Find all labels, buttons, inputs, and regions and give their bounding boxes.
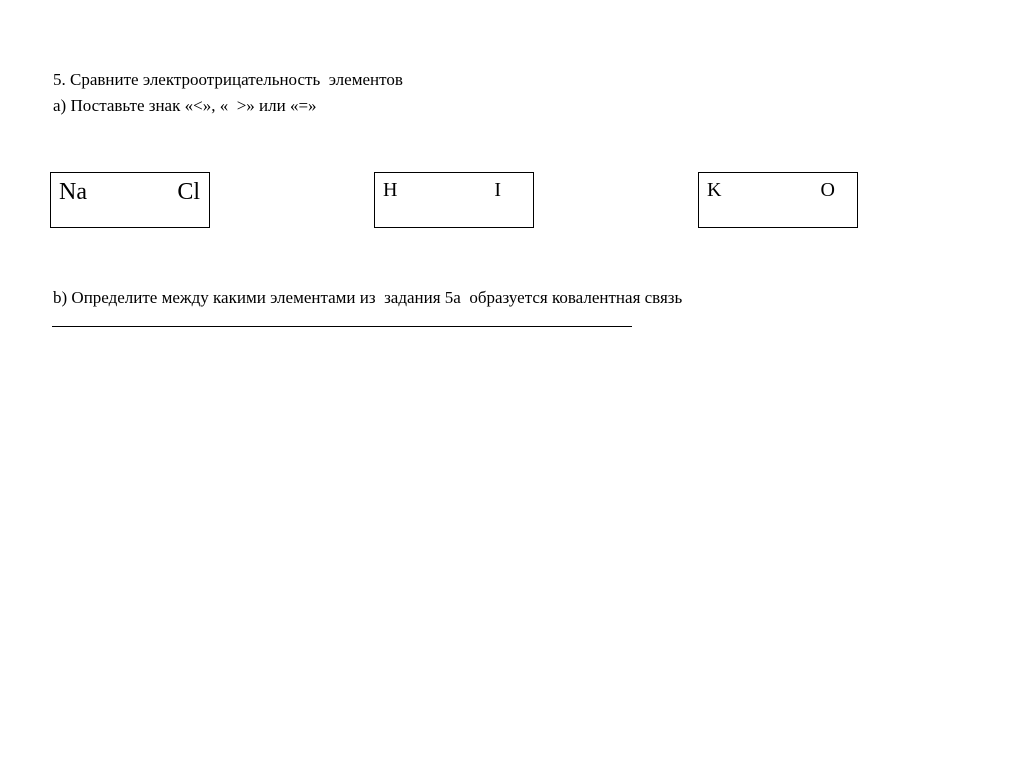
element-left: Na <box>59 179 87 205</box>
task-subtitle: a) Поставьте знак «<», « >» или «=» <box>53 96 317 115</box>
answer-line[interactable] <box>52 326 632 327</box>
element-right: I <box>494 179 501 201</box>
element-right: Cl <box>177 179 200 205</box>
element-pair-box[interactable] <box>698 172 858 228</box>
element-right: O <box>820 179 835 201</box>
element-pair-box[interactable] <box>50 172 210 228</box>
task-title: 5. Сравните электроотрицательность элементов <box>53 70 403 89</box>
element-pair-box[interactable] <box>374 172 534 228</box>
question-b: b) Определите между какими элементами из задания 5а образуется ковалентная связь <box>53 288 683 307</box>
element-left: K <box>707 179 722 201</box>
element-left: H <box>383 179 398 201</box>
